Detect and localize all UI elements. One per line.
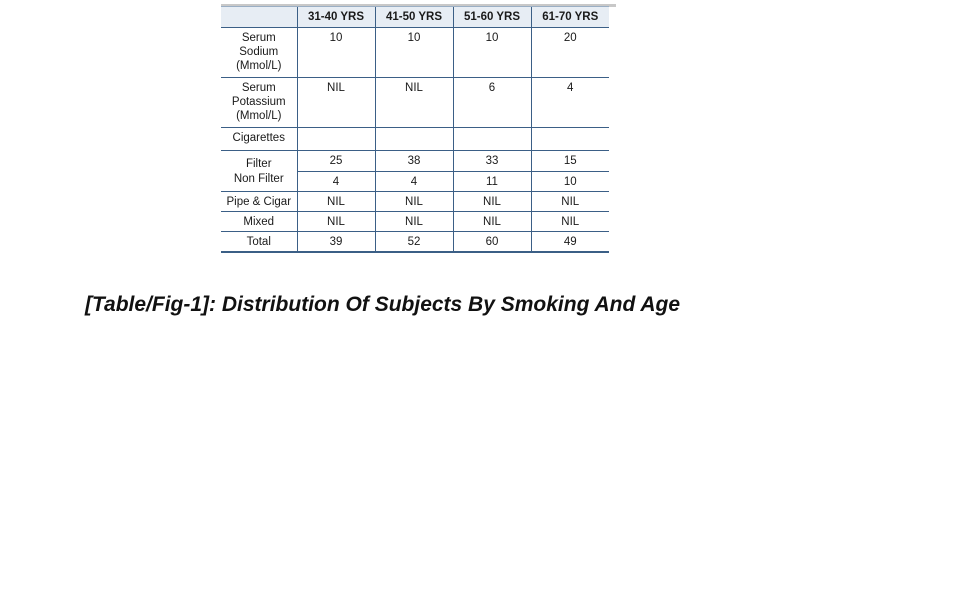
- table-cell: 52: [375, 231, 453, 252]
- header-cell-31-40: 31-40 YRS: [297, 7, 375, 28]
- table-header-row: [221, 7, 609, 28]
- row-label-line: Serum: [241, 32, 276, 44]
- table-cell: 10: [375, 28, 453, 78]
- row-label: Total: [221, 231, 297, 252]
- table-row-cigarettes: [221, 128, 609, 151]
- table-cell: 60: [453, 231, 531, 252]
- table-cell: NIL: [297, 211, 375, 231]
- table-cell: 33: [453, 151, 531, 172]
- table-cell: NIL: [531, 191, 609, 211]
- table-caption: [Table/Fig-1]: Distribution Of Subjects By Smoking And Age: [85, 293, 681, 316]
- table-cell: NIL: [297, 191, 375, 211]
- table-row-serum-sodium: [221, 28, 609, 78]
- table-cell: NIL: [453, 211, 531, 231]
- row-label: [221, 78, 297, 128]
- row-label-line: Sodium: [239, 46, 279, 58]
- table-cell: 25: [297, 151, 375, 172]
- table-cell: 10: [531, 171, 609, 191]
- row-label: Mixed: [221, 211, 297, 231]
- table-cell: 38: [375, 151, 453, 172]
- table-row-pipe-cigar: [221, 191, 609, 211]
- row-label-line: (Mmol/L): [236, 110, 282, 122]
- table-cell: 10: [297, 28, 375, 78]
- table-cell: NIL: [375, 78, 453, 128]
- row-label: Pipe & Cigar: [221, 191, 297, 211]
- row-label-line: Serum: [241, 82, 276, 94]
- row-label: Filter: [245, 158, 272, 170]
- header-cell-blank: [221, 7, 297, 28]
- table-cell: NIL: [453, 191, 531, 211]
- table-cell: 49: [531, 231, 609, 252]
- table-cell: 39: [297, 231, 375, 252]
- table-cell: NIL: [375, 211, 453, 231]
- table-cell: 6: [453, 78, 531, 128]
- data-table: [221, 6, 609, 253]
- row-label: Non Filter: [221, 171, 297, 191]
- table-cell: [375, 128, 453, 151]
- table-cell: 10: [453, 28, 531, 78]
- table-row-filter: [221, 151, 609, 172]
- table-cell: 4: [375, 171, 453, 191]
- header-cell-51-60: 51-60 YRS: [453, 7, 531, 28]
- table-row-serum-potassium: [221, 78, 609, 128]
- table-cell: 11: [453, 171, 531, 191]
- row-label-line: Potassium: [231, 96, 286, 108]
- table-row-non-filter: [221, 171, 609, 191]
- table-cell: NIL: [297, 78, 375, 128]
- row-label: [221, 28, 297, 78]
- table-cell: [531, 128, 609, 151]
- table-cell: 20: [531, 28, 609, 78]
- table-cell: 15: [531, 151, 609, 172]
- table-row-mixed: [221, 211, 609, 231]
- table-cell: NIL: [531, 211, 609, 231]
- table-cell: 4: [531, 78, 609, 128]
- table-cell: NIL: [375, 191, 453, 211]
- row-label: Cigarettes: [221, 128, 297, 151]
- header-cell-41-50: 41-50 YRS: [375, 7, 453, 28]
- table-cell: [453, 128, 531, 151]
- row-label-line: (Mmol/L): [236, 60, 282, 72]
- table-row-total: [221, 231, 609, 252]
- header-cell-61-70: 61-70 YRS: [531, 7, 609, 28]
- table-cell: 4: [297, 171, 375, 191]
- table-cell: [297, 128, 375, 151]
